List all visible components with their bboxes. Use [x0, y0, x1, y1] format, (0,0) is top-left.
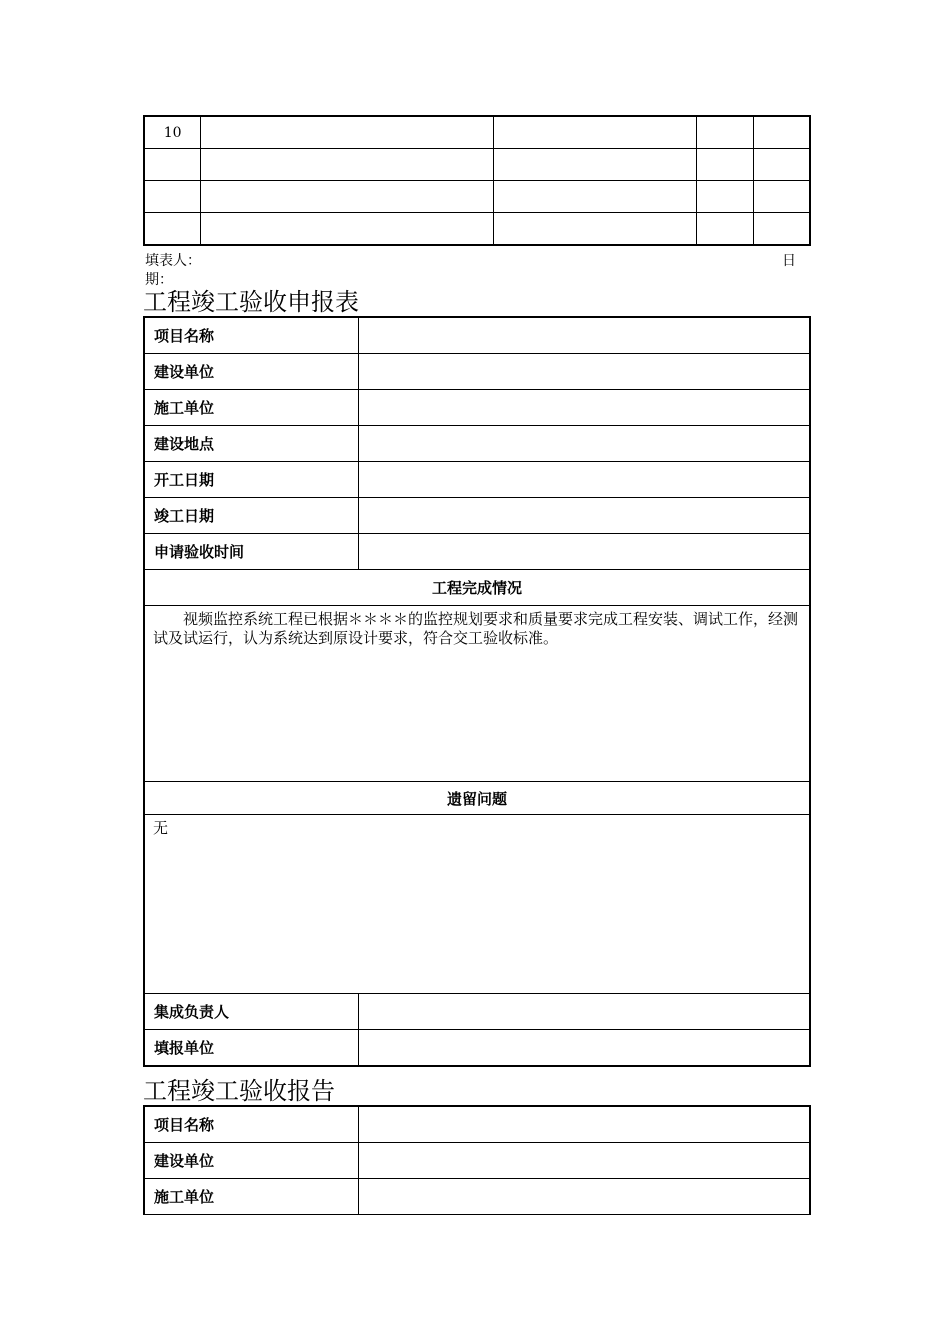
field-value-location[interactable]	[358, 426, 810, 462]
table-cell	[753, 181, 810, 213]
field-value-completion-date[interactable]	[358, 498, 810, 534]
report-label-builder: 建设单位	[144, 1143, 358, 1179]
field-label-location: 建设地点	[144, 426, 358, 462]
table-cell	[494, 116, 696, 149]
application-title: 工程竣工验收申报表	[143, 288, 359, 316]
application-form-table	[143, 316, 811, 1067]
field-label-reporting-unit: 填报单位	[144, 1030, 358, 1067]
row-number	[144, 149, 201, 181]
table-cell	[201, 213, 494, 246]
table-cell	[494, 149, 696, 181]
field-label-contractor: 施工单位	[144, 390, 358, 426]
field-label-builder: 建设单位	[144, 354, 358, 390]
report-value-builder[interactable]	[358, 1143, 810, 1179]
field-label-project-name: 项目名称	[144, 317, 358, 354]
completion-heading: 工程完成情况	[144, 570, 810, 606]
row-number: 10	[144, 116, 201, 149]
issues-heading: 遗留问题	[144, 782, 810, 815]
form-row	[144, 782, 810, 815]
form-row	[144, 1179, 810, 1215]
table-cell	[201, 149, 494, 181]
field-label-completion-date: 竣工日期	[144, 498, 358, 534]
form-row	[144, 426, 810, 462]
form-row	[144, 1106, 810, 1143]
table-cell	[753, 213, 810, 246]
form-row	[144, 815, 810, 994]
form-row	[144, 1030, 810, 1067]
table-cell	[494, 213, 696, 246]
table-cell	[753, 149, 810, 181]
form-row	[144, 994, 810, 1030]
table-cell	[201, 181, 494, 213]
table-row	[144, 149, 810, 181]
field-value-integration-lead[interactable]	[358, 994, 810, 1030]
report-value-contractor[interactable]	[358, 1179, 810, 1215]
report-label-contractor: 施工单位	[144, 1179, 358, 1215]
table-row	[144, 213, 810, 246]
table-row	[144, 181, 810, 213]
issues-text: 无	[153, 819, 169, 837]
report-label-project-name: 项目名称	[144, 1106, 358, 1143]
table-cell	[696, 116, 753, 149]
completion-text-cell[interactable]	[144, 606, 810, 782]
field-value-contractor[interactable]	[358, 390, 810, 426]
report-form-table	[143, 1105, 811, 1215]
row-number	[144, 213, 201, 246]
form-row	[144, 1143, 810, 1179]
top-items-table	[143, 115, 811, 246]
report-value-project-name[interactable]	[358, 1106, 810, 1143]
date-label-first: 日	[782, 253, 796, 269]
field-value-start-date[interactable]	[358, 462, 810, 498]
issues-text-cell[interactable]	[144, 815, 810, 994]
table-cell	[753, 116, 810, 149]
field-label-acceptance-time: 申请验收时间	[144, 534, 358, 570]
table-cell	[494, 181, 696, 213]
table-cell	[696, 181, 753, 213]
field-value-project-name[interactable]	[358, 317, 810, 354]
report-title: 工程竣工验收报告	[143, 1077, 335, 1105]
filler-label: 填表人：	[145, 253, 201, 269]
form-row	[144, 317, 810, 354]
date-label-second: 期：	[145, 272, 173, 288]
form-row	[144, 570, 810, 606]
form-row	[144, 534, 810, 570]
completion-text: 视频监控系统工程已根据＊＊＊＊的监控规划要求和质量要求完成工程安装、调试工作，经测试及试运行，认为系统达到原设计要求，符合交工验收标准。	[153, 610, 799, 647]
form-row	[144, 462, 810, 498]
table-row	[144, 116, 810, 149]
field-value-acceptance-time[interactable]	[358, 534, 810, 570]
field-value-reporting-unit[interactable]	[358, 1030, 810, 1067]
form-row	[144, 354, 810, 390]
form-row	[144, 390, 810, 426]
field-label-integration-lead: 集成负责人	[144, 994, 358, 1030]
table-cell	[201, 116, 494, 149]
table-cell	[696, 213, 753, 246]
form-row	[144, 498, 810, 534]
field-label-start-date: 开工日期	[144, 462, 358, 498]
form-row	[144, 606, 810, 782]
row-number	[144, 181, 201, 213]
field-value-builder[interactable]	[358, 354, 810, 390]
table-cell	[696, 149, 753, 181]
